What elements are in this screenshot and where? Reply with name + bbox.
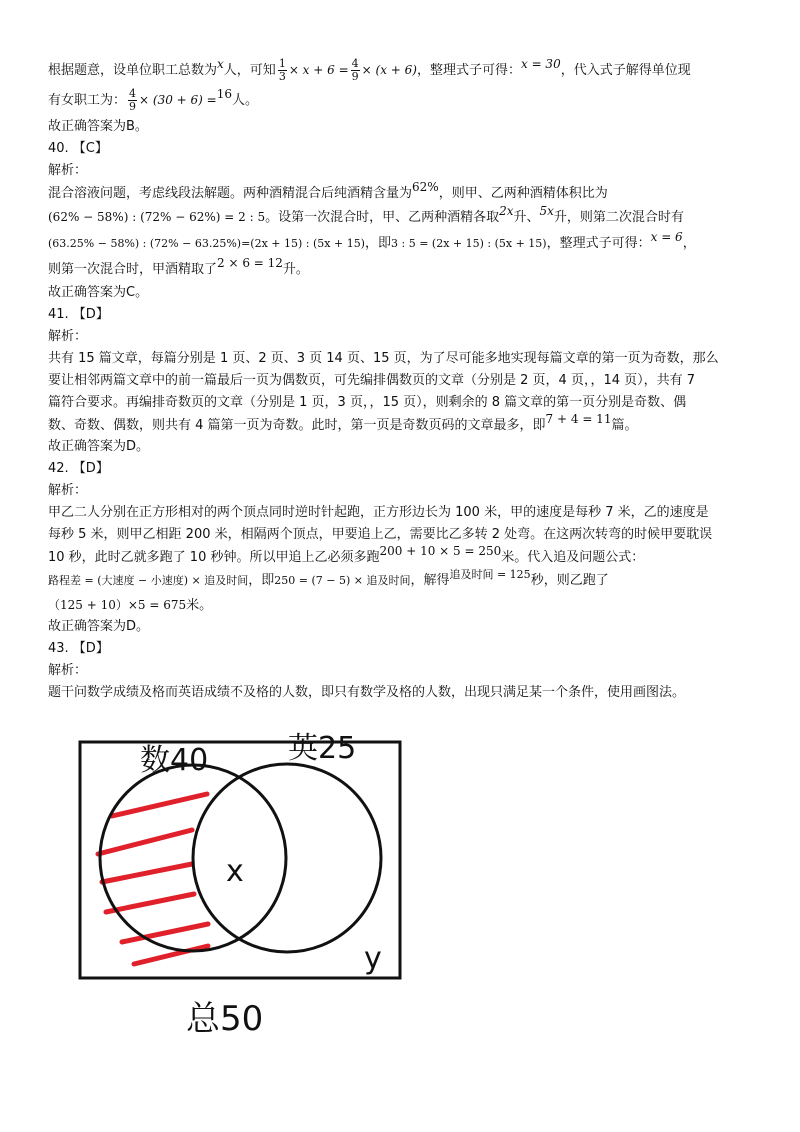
- english-label: 英25: [288, 731, 357, 766]
- hatch-line-3: [102, 864, 192, 882]
- q39-line-2: 有女职工为： $\frac{4}{9}$ × (30 + 6) =16人。: [48, 87, 259, 113]
- outside-label: y: [364, 941, 382, 976]
- q40-line-3: (63.25% − 58%) : (72% − 63.25%)=(2x + 15) : (5x + 15)，即3 : 5 = (2x + 15) : (5x + 15)，整理式子可得：x = 6，: [48, 230, 696, 251]
- q42-number: 42. 【D】: [48, 461, 109, 476]
- q41-label: 解析：: [48, 329, 88, 344]
- q43-label: 解析：: [48, 663, 88, 678]
- q42-line-5: （125 + 10）×5 = 675米。: [48, 598, 213, 613]
- venn-diagram: [70, 722, 410, 1042]
- q42-label: 解析：: [48, 483, 88, 498]
- fraction-four-ninths-2: $\frac{4}{9}$: [129, 87, 137, 113]
- q41-line-4: 数、奇数、偶数，则共有 4 篇第一页为奇数。此时，第一页是奇数页码的文章最多，即7 + 4 = 11篇。: [48, 412, 638, 433]
- q42-line-1: 甲乙二人分别在正方形相对的两个顶点同时逆时针起跑，正方形边长为 100 米，甲的速度是每秒 7 米，乙的速度是: [48, 505, 709, 520]
- hatch-line-4: [106, 894, 194, 912]
- q40-answer: 故正确答案为C。: [48, 285, 149, 300]
- q40-label: 解析：: [48, 163, 88, 178]
- q42-answer: 故正确答案为D。: [48, 619, 150, 634]
- q41-answer: 故正确答案为D。: [48, 439, 150, 454]
- fraction-one-third: $\frac{1}{3}$: [278, 57, 286, 83]
- intersection-label: x: [226, 854, 244, 889]
- fraction-four-ninths: $\frac{4}{9}$: [351, 57, 359, 83]
- hatch-line-5: [122, 924, 208, 942]
- total-label: 总50: [186, 999, 264, 1039]
- math-label: 数40: [140, 743, 209, 778]
- q40-line-2: (62% − 58%) : (72% − 62%) = 2 : 5。设第一次混合时，甲、乙两种酒精各取2x升、5x升，则第二次混合时有: [48, 204, 684, 225]
- q43-number: 43. 【D】: [48, 641, 109, 656]
- q41-line-3: 篇符合要求。再编排奇数页的文章（分别是 1 页，3 页，，15 页），则剩余的 8 篇文章的第一页分别是奇数、偶: [48, 395, 687, 410]
- q41-number: 41. 【D】: [48, 307, 109, 322]
- hatch-line-2: [98, 830, 192, 854]
- hatch-lines: [98, 794, 208, 964]
- q41-line-1: 共有 15 篇文章，每篇分别是 1 页、2 页、3 页 14 页、15 页，为了尽可能多地实现每篇文章的第一页为奇数，那么: [48, 351, 719, 366]
- q42-line-3: 10 秒，此时乙就多跑了 10 秒钟。所以甲追上乙必须多跑200 + 10 × 5 = 250米。代入追及问题公式：: [48, 544, 645, 565]
- q40-line-1: 混合溶液问题，考虑线段法解题。两种酒精混合后纯酒精含量为62%，则甲、乙两种酒精体积比为: [48, 180, 608, 201]
- q41-line-2: 要让相邻两篇文章中的前一篇最后一页为偶数页，可先编排偶数页的文章（分别是 2 页，4 页，，14 页），共有 7: [48, 373, 696, 388]
- hatch-line-1: [112, 794, 207, 816]
- q40-number: 40. 【C】: [48, 141, 108, 156]
- q42-line-2: 每秒 5 米，则甲乙相距 200 米，相隔两个顶点，甲要追上乙，需要比乙多转 2 处弯。在这两次转弯的时候甲要耽误: [48, 527, 713, 542]
- q39-line-1: 根据题意，设单位职工总数为x人，可知 $\frac{1}{3}$ × x + 6 = $\frac{4}{9}$ × (x + 6)，整理式子可得：x = 30，代入式子解得单位现: [48, 57, 691, 83]
- q43-line-1: 题干问数学成绩及格而英语成绩不及格的人数，即只有数学及格的人数，出现只满足某一个条件，使用画图法。: [48, 685, 686, 700]
- q42-line-4: 路程差 = (大速度 − 小速度) × 追及时间，即250 = (7 − 5) × 追及时间，解得$^{追及时间 = 125}$秒，则乙跑了: [48, 568, 609, 588]
- q40-line-4: 则第一次混合时，甲酒精取了2 × 6 = 12升。: [48, 256, 309, 277]
- q39-answer: 故正确答案为B。: [48, 119, 148, 134]
